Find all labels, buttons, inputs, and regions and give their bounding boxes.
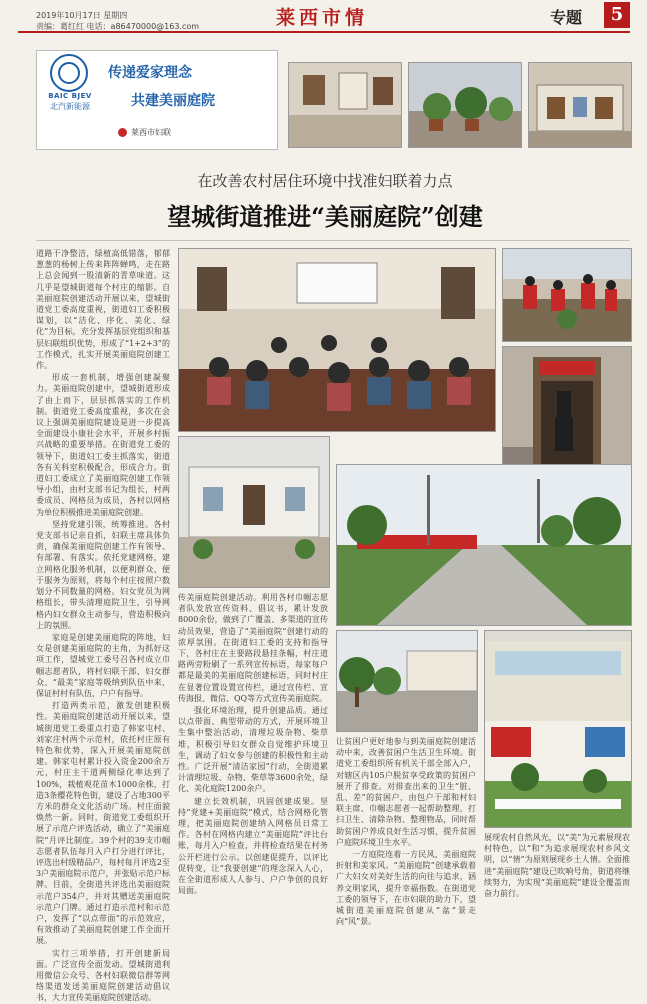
photo-village-road — [336, 464, 632, 626]
paragraph: 强化环境治理，提升创建品质。通过以点带面、典型带动的方式，开展环境卫生集中整治活动，清理垃圾杂物、柴草堆，积极引导妇女群众自觉维护环境卫生，调动了妇女参与创建的积极性和主动性。广泛开展“清洁家园”行动，全街道累计清理垃圾、杂物、柴草等3600余处，绿化、美化庭院1200余户。 — [178, 706, 328, 794]
photo-meeting — [178, 248, 496, 432]
date-line: 2019年10月17日 星期四 — [36, 11, 128, 20]
section-label: 专题 — [550, 8, 583, 27]
article-column-1 — [36, 248, 170, 1003]
paragraph: 传美丽庭院创建活动。利用各村巾帼志愿者队发放宣传资料、倡议书，累计发放8000余份，做到了广覆盖、多渠道的宣传动员效果，营造了“美丽庭院”创建行动的浓厚氛围。在街道妇工委的支持和指导下，各村庄在主要路段悬挂条幅，村庄道路两旁粉刷了一系列宣传标语，每家每户都是最美的美丽庭院创建标语，同时村庄在显著位置设置宣传栏，通过宣传栏、宣传海报、微信、QQ等方式宣传美丽庭院。 — [178, 593, 328, 703]
paragraph: 家庭是创建美丽庭院的阵地，妇女是创建美丽庭院的主角，为抓好这项工作，望城党工委号召各村成立巾帼志愿者队，将村妇联干部、妇女群众、“最美”家庭等吸纳到队伍中来，保证村村有队伍，户户有指导。 — [36, 632, 170, 698]
article-column-4 — [484, 832, 630, 938]
paragraph: 实行三项举措，打开创建新局面。广泛宣传全面发动。望城街道利用微信公众号、各村妇联微信群等网络渠道发送美丽庭院创建活动倡议书，大力宣传美丽庭院创建活动。 — [36, 948, 170, 1003]
photo-volunteers — [502, 248, 632, 342]
banner-photo-house — [528, 62, 632, 148]
paragraph: 建立长效机制，巩固创建成果。坚持“党建+美丽庭院”模式，结合网格化管理，把美丽庭院创建纳入网格员日常工作。各村在网格内建立“美丽庭院”评比台账，每月入户检查，并将检查结果在村务公开栏进行公示。以创建促提升，以评比促转变，让“我要创建”的理念深入人心，在全街道形成人人参与、户户争创的良好局面。 — [178, 796, 328, 896]
article-column-2 — [178, 592, 328, 938]
banner-photo-plants — [408, 62, 522, 148]
paragraph: 让贫困户更好地参与到美丽庭院创建活动中来，改善贫困户生活卫生环境。街道党工委组织所有机关干部全部入户，对辖区内105户脱贫享受政策的贫困户展开了排查。对排查出来的卫生“脏、乱、差”的贫困户，由包户干部和村妇联主席、巾帼志愿者一起帮助整理，打扫卫生、清除杂物、整理物品，同时帮助贫困户养成良好生活习惯，提升贫困户庭院环境卫生水平。 — [336, 737, 476, 847]
banner-photo-courtyard — [288, 62, 402, 148]
headline-rule — [36, 240, 630, 241]
editor-line: 责编：葛红红 电话：a86470000@163.com — [36, 22, 200, 31]
bjev-logo-inner-icon — [58, 62, 80, 84]
paragraph: 形成一套机制，增强创建凝聚力。美丽庭院创建中，望城街道形成了由上而下，层层抓落实的工作机制。街道党工委高度重视，多次在会议上强调美丽庭院建设是进一步提高全面建设小康社会水平，开展乡村振兴战略的重要举措。在街道党工委的领导下，街道妇工委主抓落实，街道各有关科室积极配合，形成合力。街道妇工委成立了美丽庭院创建工作领导小组，由村支部书记为组长，村两委成员、网格员为成员，各村以网格为单位积极推进美丽庭院创建。 — [36, 373, 170, 517]
masthead-title: 莱西市情 — [275, 7, 368, 29]
photo-doorway-plaque — [502, 346, 632, 466]
paragraph: 坚持党建引领，统筹推进。各村党支部书记亲自抓，妇联主席具体负责，确保美丽庭院创建工作有领导、有部署、有落实。依托党建网格，建立网格化服务机制，以便利群众、便于服务为原则，将每个村庄按照户数划分不同数量的网格。妇女党员为网格组长，带头清理庭院卫生，引导网格内妇女群众主动参与，营造积极向上的氛围。 — [36, 519, 170, 630]
page-number: 5 — [604, 2, 630, 28]
paragraph: 打造两类示范，激发创建积极性。美丽庭院创建活动开展以来，望城街道党工委重点打造了韩家屯村、刘家庄村两个示范村，依托村庄原有特色和优势，深入开展美丽庭院创建。韩家屯村累计投入资金200余万元，村庄主干道两侧绿化率达到了100%，栽植观花苗木1000余株，打造3条樱花特色街，建设了占地300平方米的群众文化活动广场。村庄面貌焕然一新。同时，街道党工委组织开展了示范户评选活动，确立了“美丽庭院”月评比制度。39个村的39支巾帼志愿者队伍每月入户打分进行评比，评选出村级精品户，每村每月评选2至3户美丽庭院示范户，并张贴示范户标牌。目前，全街道共评选出美丽庭院示范户354户，并对其赠送美丽庭院示范户门牌。通过打造示范村和示范户，发挥了“以点带面”的示范效应，有效推动了美丽庭院创建工作全面开展。 — [36, 701, 170, 946]
ad-brand-cn: 北汽新能源 — [50, 102, 90, 111]
ad-slogan-line1: 传递爱家理念 — [108, 65, 192, 81]
photo-courtyard-wall — [484, 630, 632, 828]
ad-brand-en: BAIC BJEV — [48, 92, 92, 100]
paragraph: 道路干净整洁，绿植高低错落，郁郁葱葱的杨树上传来阵阵蝉鸣，走在路上总会闻到一股清新的青草味道。这几乎是望城街道每个村庄的缩影。自美丽庭院创建活动开展以来，望城街道党工委高度重视，街道妇工委积极谋划，以“洁化、序化、美化、绿化”为目标，充分发挥基层党组织和基层妇联组织优势，形成了“1+2+3”的工作模式，扎实开展美丽庭院创建工作。 — [36, 249, 170, 371]
article-headline: 望城街道推进“美丽庭院”创建 — [167, 202, 483, 231]
federation-emblem-icon — [118, 128, 127, 137]
masthead-rule — [18, 31, 630, 33]
photo-street-trees — [336, 630, 478, 732]
article-subheadline: 在改善农村居住环境中找准妇联着力点 — [197, 172, 453, 190]
article-column-3 — [336, 736, 476, 938]
paragraph: 一方庭院连着一方民风，美丽庭院折射和美家风。“美丽庭院”创建承载着广大妇女对美好生活的向往与追求，涵养文明家风，提升幸福指数。在街道党工委的领导下，在市妇联的助力下，望城街道美丽庭院创建从“盆”景走向“风”景。 — [336, 850, 476, 927]
ad-slogan-line2: 共建美丽庭院 — [131, 93, 215, 109]
paragraph: 展现农村自然风光，以“美”为元素展现农村特色，以“和”为追求展现农村乡风文明，以“情”为原则展现乡土人情。全面推进“美丽庭院”建设已吹响号角，街道将继续努力，为实现“美丽庭院”建设全覆盖而奋力前行。 — [484, 833, 630, 899]
photo-white-house — [178, 436, 330, 588]
ad-federation: 莱西市妇联 — [131, 128, 171, 137]
masthead-meta — [36, 10, 199, 32]
